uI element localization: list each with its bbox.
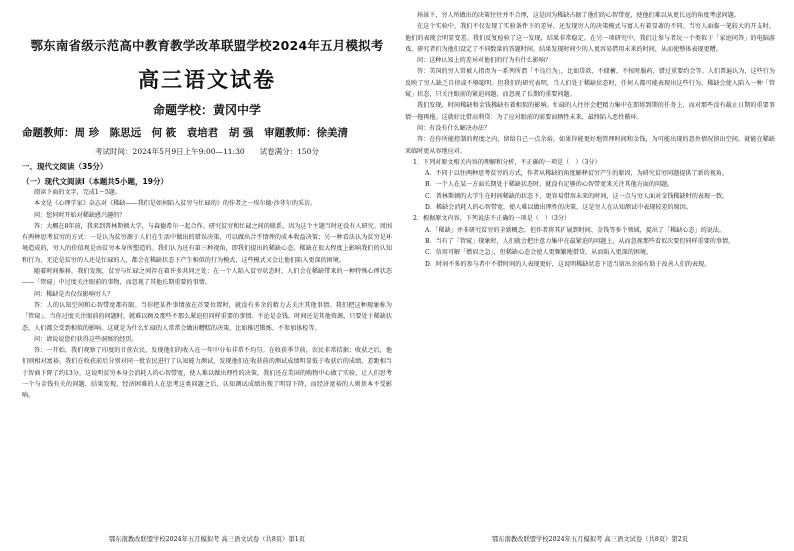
paragraph: 答：一开始，我们观察了印度的甘蔗农民，发现他们的收入在一年中分布非常不均匀。在收获季节前，农民非常拮据；收获之后，他们则相对富裕。我们在收获前后分别对同一批农民进行了认知能力测试，发现他们在收获前的测试成绩明显低于收获后的成绩，差距相当于智商下降了约13分。这说明贫穷本身会消耗人的心智带宽，使人难以做出理性的决策。我们还在美国的购物中心做了实验，让人们思考一个与金钱有关的问题，结果发现，经济困难的人在思考这类问题之后，认知测试成绩出现了明显下降，而经济宽裕的人则基本不受影响。 [22, 347, 392, 400]
paragraph: 问：请说说您们获得这些洞察的经历。 [34, 335, 138, 343]
question-1-option-c: C．普林斯顿的大学生在时间稀缺的状态下，更容易借用未来的时间，这一点与穷人面对金钱稀缺时的表现一致。 [425, 192, 729, 200]
question-2-option-b: B．当有了「管窥」现象时，人们就会把注意力集中在最紧迫的问题上，从而忽视那些看似次要但同样重要的事情。 [425, 237, 735, 245]
question-2: 2．根据原文内容，下列说法不正确的一项是（ ）（3分） [413, 215, 571, 223]
paragraph: 答：美国的穷人常被人指责为一系列所谓「不良行为」，比如贷款、不储蓄、不按时服药、错过重要约会等。人们普遍认为，这些行为反映了穷人缺乏自律或不够聪明。但我们的研究表明，当人们处于稀缺状态时，任何人都可能表现出这些行为。稀缺会使人陷入一种「管窥」状态，只关注眼前的紧迫问题，而忽视了长期的重要问题。 [405, 68, 775, 99]
paragraph: 问：稀缺是否仅仅影响穷人？ [34, 290, 114, 298]
paragraph: 问：您何时开始对稀缺感兴趣的？ [34, 211, 126, 219]
paragraph: 本文是《心理学家》杂志对《稀缺——我们是如何陷入贫穷与忙碌的》的作者之一埃尔德·沙菲尔的采访。 [34, 200, 317, 208]
teacher-list: 命题教师：周 珍 陈思远 何 筱 袁培君 胡 强 审题教师：徐美清 [22, 127, 348, 139]
page-footer-left: 鄂东南教改联盟学校2024年五月模拟考 高三语文试卷（共8页）第1页 [108, 536, 306, 543]
left-column [22, 10, 392, 530]
question-2-option-a: A．「稀缺」并非研究贫穷的全新概念，但作者将其扩展到时间、金钱等多个领域，提出了「稀缺心态」的说法。 [425, 226, 725, 234]
right-column [405, 10, 775, 530]
section-heading: 一、现代文阅读（35分） [22, 162, 108, 171]
question-1-option-d: D．稀缺会消耗人的心智带宽，使人难以做出理性的决策，这是穷人在认知测试中表现较差的原因。 [425, 204, 692, 212]
page-title: 高三语文试卷 [138, 68, 276, 92]
paragraph: 场景下，穷人所做出的决策往往并不合理，这是因为稀缺占据了他们的心智带宽，使他们难以从更长远的角度考虑问题。 [417, 12, 740, 19]
paragraph: 问：这种认知上的差异对他们的行为有什么影响？ [417, 57, 552, 65]
page-footer-right: 鄂东南教改联盟学校2024年五月模拟考 高三语文试卷（共8页）第2页 [491, 536, 689, 543]
school-heading: 鄂东南省级示范高中教育教学改革联盟学校2024年五月模拟考 [30, 38, 384, 53]
paragraph: 问：有没有什么解决办法？ [417, 124, 491, 132]
question-1: 1．下列对原文相关内容的理解和分析，不正确的一项是（ ）（3分） [413, 158, 601, 166]
issuing-school: 命题学校：黄冈中学 [152, 103, 261, 117]
instruction-text: 阅读下面的文字，完成1～5题。 [34, 189, 121, 196]
paragraph: 答：人的认知空间和心智带宽都有限。当你把某件事情放在首要位置时，就没有多余的精力去关注其他事情。我们把这种现象称为「管窥」。当你过度关注眼前的问题时，就难以顾及那些不那么紧迫但同样重要的事情。不论是金钱、时间还是其他资源，只要处于稀缺状态，人们都会受到相似的影响。这就是为什么忙碌的人常常会做出糟糕的决策，比如推迟锻炼、不参加体检等。 [22, 301, 392, 332]
paragraph: 在这个实验中，我们不仅发现了实验条件下的差异，还发现穷人的决策模式与富人有着显著的不同。当穷人面临一笔较大的开支时，他们的表现会明显变差。我们反复检验了这一发现，结果非常稳定。在另一项研究中，我们让参与者玩一个类似于「家庭问答」的电脑游戏，研究者们为他们设定了不同数量的答题时间，结果发现时间少的人更容易借用未来的时间，从而使整体表现更糟。 [405, 23, 775, 53]
paragraph: 随着时间推移，我们发现，贫穷与忙碌之间存在着许多共同之处：在一个人陷入贫穷状态时，人们会在稀缺带来的一种特殊心理状态——「管窥」中过度关注眼前的事物，而忽视了其他长期重要的事情。 [22, 268, 392, 287]
paragraph: 答：在你所能控制的程度之内，留给自己一点余裕。如果你能更好地管理时间和金钱，为可能出现的意外情况留出空间，就能在稀缺来临时更从容地应对。 [405, 136, 775, 155]
paragraph: 答：大概在8年前，我来到普林斯顿大学，与森德希尔一起合作。研究贫穷和忙碌之间的联系，因为这个主题当时还没有人研究。周围有两种思考贫穷的方式：一是认为贫穷源于人们在生活中做出的错误决策，可以做出合乎情理的成本收益决策；另一种看法认为贫穷是环境造成的，穷人的价值观是由贫穷本身所塑造的。我们认为还有第三种视角，即我们提出的稀缺心态。稀缺在很大程度上影响我们的认知和行为，无论是贫穷的人还是忙碌的人，都会在稀缺状态下产生相似的行为模式，这些模式又会让他们陷入更深的困境。 [22, 222, 392, 264]
question-2-option-d: D．时间不多的参与者中不借时间的人表现更好，这说明稀缺状态下适当留出余裕有助于改善人们的表现。 [425, 260, 711, 268]
paragraph: 我们发现，时间稀缺和金钱稀缺有着相似的影响。忙碌的人往往会把精力集中在即将到期的任务上，而对那些没有截止日期的重要事情一拖再拖。这就好比借高利贷：为了应对眼前的需要而牺牲未来，最终陷入恶性循环。 [405, 102, 775, 121]
exam-info: 考试时间：2024年5月9日上午9:00—11:30 试卷满分：150分 [95, 147, 319, 156]
subsection-heading: （一）现代文阅读Ⅰ（本题共5小题，19分） [22, 177, 168, 186]
question-2-option-c: C．信用可解「燃眉之急」，但稀缺心态会使人更频繁地借贷，从而陷入更深的困境。 [425, 249, 653, 257]
question-1-option-b: B．一个人在某一方面长期处于稀缺状态时，就没有足够的心智带宽来关注其他方面的问题。 [425, 181, 674, 189]
question-1-option-a: A．不同于以往两种思考贫穷的方式，作者从稀缺的角度解释贫穷产生的原因，为研究贫穷问题提供了新的视角。 [425, 170, 728, 178]
